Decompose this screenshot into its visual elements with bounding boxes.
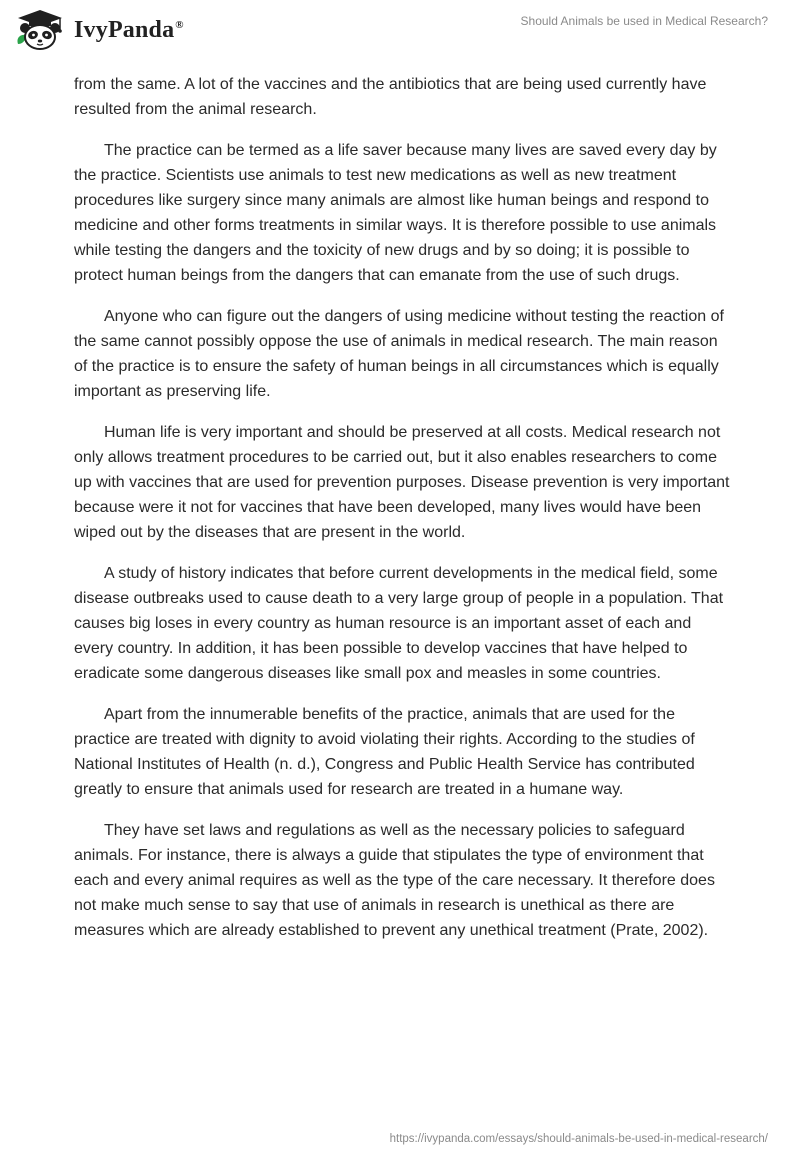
paragraph: The practice can be termed as a life saver because many lives are saved every day by the practice. Scientists use animals to test new medications as well as new treatment procedures like surgery since many animals are almost like human beings and respond to medicine and other forms treatments in similar ways. It is therefore possible to use animals while testing the dangers and the toxicity of new drugs and by so doing; it is possible to protect human beings from the dangers that can emanate from the use of such drugs.: [74, 142, 717, 284]
source-url[interactable]: https://ivypanda.com/essays/should-animals-be-used-in-medical-research/: [389, 1133, 768, 1145]
registered-mark: ®: [175, 18, 184, 31]
paragraph: A study of history indicates that before current developments in the medical field, some disease outbreaks used to cause death to a very large group of people in a population. That causes big loses in every country as human resource is an important asset of each and every country. In addition, it has been possible to develop vaccines that have helped to eradicate some dangerous diseases like small pox and measles in some countries.: [74, 565, 724, 682]
brand-name: [74, 17, 184, 44]
paragraph: Apart from the innumerable benefits of the practice, animals that are used for the practice are treated with dignity to avoid violating their rights. According to the studies of National Institutes of Health (n. d.), Congress and Public Health Service has contributed greatly to ensure that animals used for research are treated in a humane way.: [74, 706, 695, 798]
paragraph: Human life is very important and should be preserved at all costs. Medical research not only allows treatment procedures to be carried out, but it also enables researchers to come up with vaccines that are used for prevention purposes. Disease prevention is very important because were it not for vaccines that have been developed, many lives would have been wiped out by the diseases that are present in the world.: [74, 424, 730, 541]
essay-body: [74, 72, 734, 959]
paragraph: They have set laws and regulations as well as the necessary policies to safeguard animals. For instance, there is always a guide that stipulates the type of environment that each and every animal requires as well as the type of the care necessary. It therefore does not make much sense to say that use of animals in research is unethical as there are measures which are already established to prevent any unethical treatment (Prate, 2002).: [74, 822, 715, 939]
ivypanda-logo[interactable]: [14, 8, 184, 52]
document-title: Should Animals be used in Medical Research?: [520, 14, 768, 28]
page-header: [0, 0, 800, 70]
panda-graduate-icon: [14, 8, 66, 52]
paragraph: Anyone who can figure out the dangers of using medicine without testing the reaction of the same cannot possibly oppose the use of animals in medical research. The main reason of the practice is to ensure the safety of human beings in all circumstances which is equally important as preserving life.: [74, 308, 724, 400]
brand-text: IvyPanda: [74, 16, 175, 43]
paragraph: from the same. A lot of the vaccines and the antibiotics that are being used currently have resulted from the animal research.: [74, 76, 707, 118]
